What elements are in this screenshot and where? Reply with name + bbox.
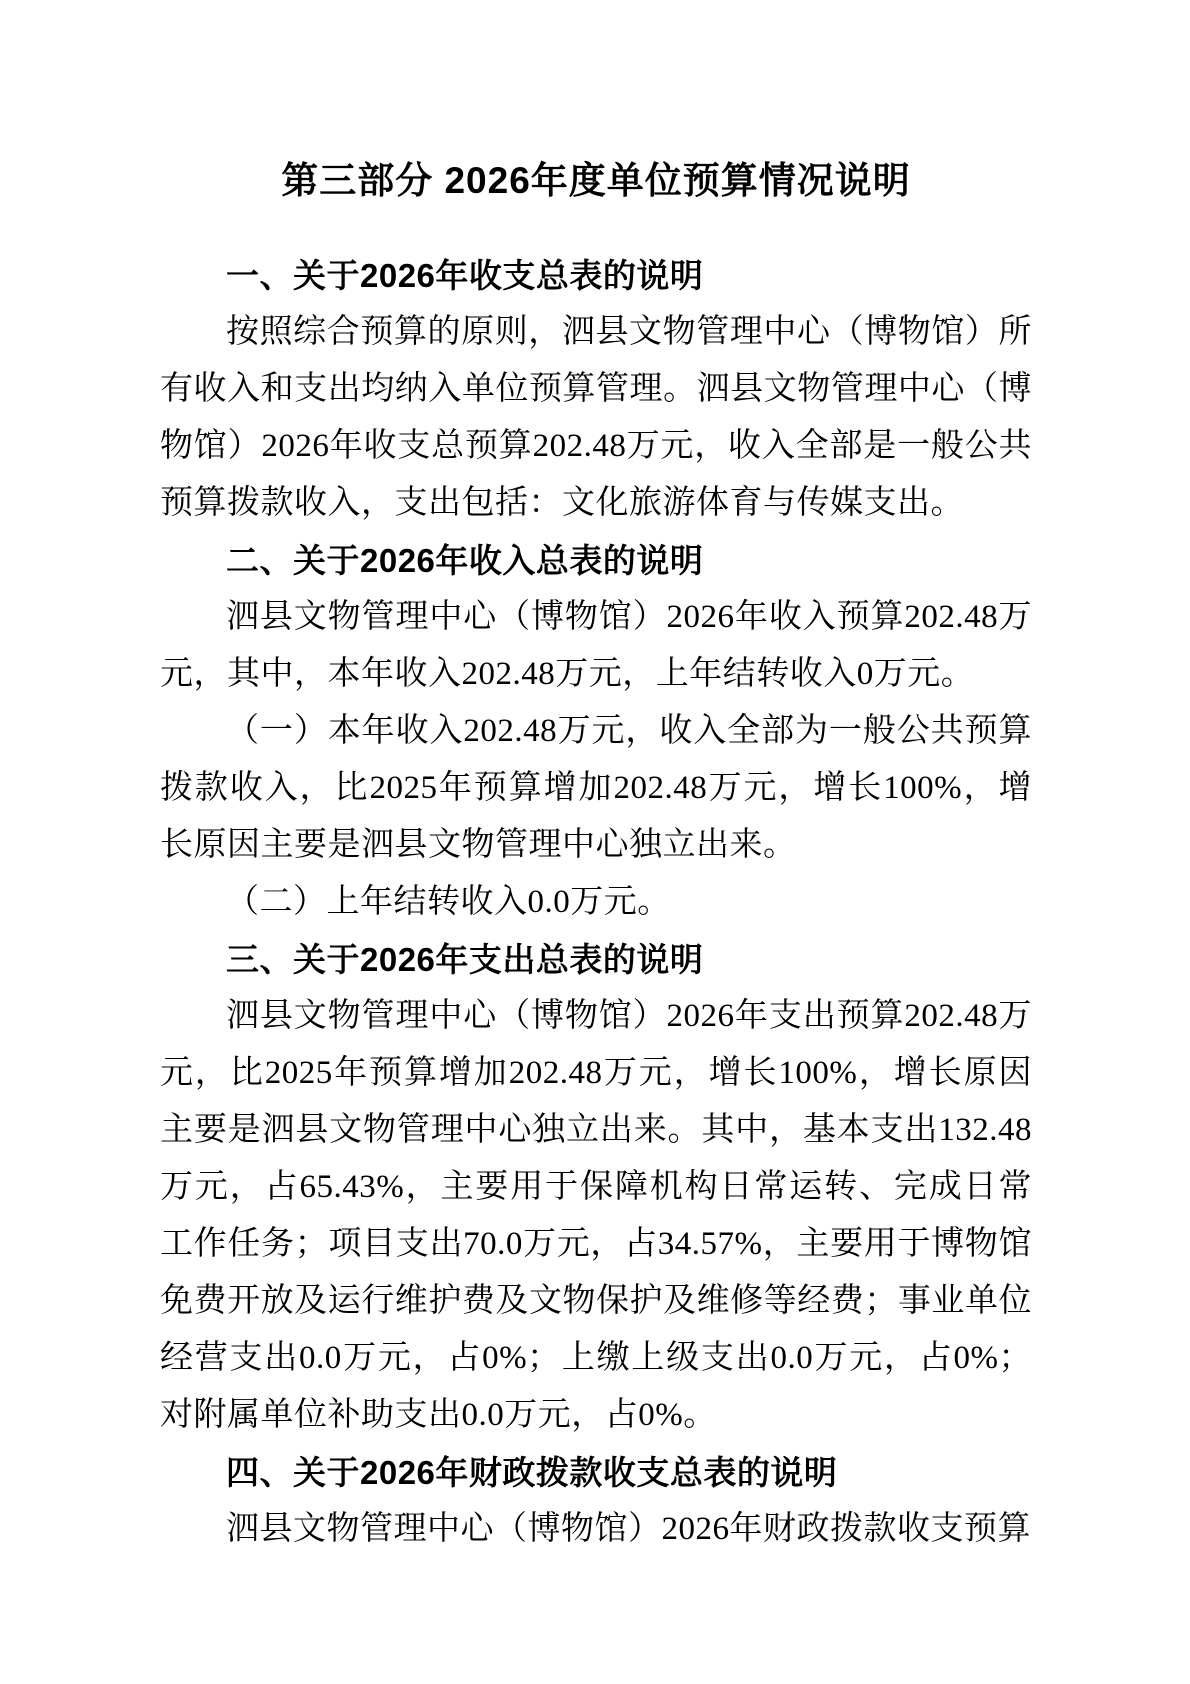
section-1-paragraph: 按照综合预算的原则，泗县文物管理中心（博物馆）所有收入和支出均纳入单位预算管理。泗县文物管理中心（博物馆）2026年收支总预算202.48万元，收入全部是一般公共预算拨款收入，支出包括：文化旅游体育与传媒支出。 bbox=[160, 314, 1032, 521]
document-title: 第三部分 2026年度单位预算情况说明 bbox=[281, 160, 911, 201]
section-4-heading: 四、关于2026年财政拨款收支总表的说明 bbox=[226, 1454, 838, 1491]
section-2-paragraph-2: （一）本年收入202.48万元，收入全部为一般公共预算拨款收入，比2025年预算增加202.48万元，增长100%，增长原因主要是泗县文物管理中心独立出来。 bbox=[160, 713, 1032, 863]
section-income-expense-summary bbox=[160, 247, 1032, 532]
section-3-paragraph: 泗县文物管理中心（博物馆）2026年支出预算202.48万元，比2025年预算增加202.48万元，增长100%，增长原因主要是泗县文物管理中心独立出来。其中，基本支出132.48万元，占65.43%，主要用于保障机构日常运转、完成日常工作任务；项目支出70.0万元，占34.57%，主要用于博物馆免费开放及运行维护费及文物保护及维修等经费；事业单位经营支出0.0万元，占0%；上缴上级支出0.0万元，占0%；对附属单位补助支出0.0万元，占0%。 bbox=[160, 998, 1032, 1433]
section-2-heading: 二、关于2026年收入总表的说明 bbox=[226, 542, 704, 579]
section-1-heading: 一、关于2026年收支总表的说明 bbox=[226, 257, 704, 294]
section-income-summary bbox=[160, 532, 1032, 931]
section-2-paragraph-3: （二）上年结转收入0.0万元。 bbox=[226, 884, 671, 920]
section-4-paragraph: 泗县文物管理中心（博物馆）2026年财政拨款收支预算 bbox=[226, 1511, 1031, 1547]
section-fiscal-appropriation-summary bbox=[160, 1444, 1032, 1558]
section-expense-summary bbox=[160, 931, 1032, 1444]
section-2-paragraph-1: 泗县文物管理中心（博物馆）2026年收入预算202.48万元，其中，本年收入202.48万元，上年结转收入0万元。 bbox=[160, 599, 1032, 692]
section-3-heading: 三、关于2026年支出总表的说明 bbox=[226, 941, 704, 978]
